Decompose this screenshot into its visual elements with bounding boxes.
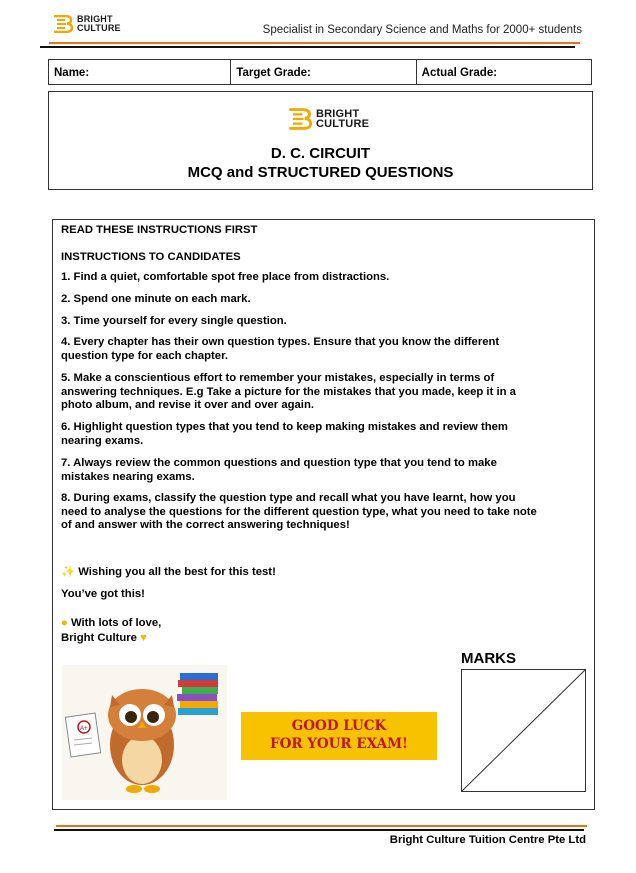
instruction-item: 2. Spend one minute on each mark. [61, 293, 251, 305]
instruction-item: 8. During exams, classify the question type and recall what you have learnt, how you need to analyse the questions for the different question type, what you need to take note of and answer with the correct answering techniques! [61, 492, 537, 532]
name-label: Name: [54, 67, 90, 79]
got-this-text: You’ve got this! [61, 588, 145, 600]
marks-box[interactable] [461, 669, 586, 792]
good-luck-line2: FOR YOUR EXAM! [270, 736, 408, 752]
good-luck-line1: GOOD LUCK [291, 718, 387, 734]
footer-rule-orange [56, 825, 587, 827]
signature-text: Bright Culture [61, 632, 137, 644]
instruction-item: 6. Highlight question types that you tend to keep making mistakes and review them nearing exams. [61, 421, 508, 447]
logo-text-bright: BRIGHT [316, 107, 360, 120]
instructions-subheading: INSTRUCTIONS TO CANDIDATES [61, 251, 241, 263]
header-tagline: Specialist in Secondary Science and Maths for 2000+ students [262, 24, 582, 36]
brand-logo-icon [52, 15, 74, 33]
book-stack-icon [177, 673, 218, 715]
lightbulb-icon: ● [61, 617, 68, 629]
love-text: With lots of love, [70, 617, 162, 629]
a-plus-paper-icon [65, 713, 100, 757]
instruction-item: 1. Find a quiet, comfortable spot free place from distractions. [61, 271, 390, 283]
wish-line [61, 566, 541, 580]
page-title: D. C. CIRCUIT [270, 145, 371, 162]
logo-text-culture: CULTURE [316, 118, 370, 130]
header-logo [52, 15, 121, 33]
actual-grade-field[interactable] [417, 60, 591, 84]
target-grade-label: Target Grade: [236, 67, 311, 79]
target-grade-field[interactable] [231, 60, 416, 84]
grade-bar [48, 59, 592, 85]
page-subtitle: MCQ and STRUCTURED QUESTIONS [187, 164, 454, 181]
name-field[interactable] [49, 60, 231, 84]
owl-mascot-illustration [62, 665, 227, 800]
wish-text: Wishing you all the best for this test! [78, 566, 276, 578]
marks-label: MARKS [461, 650, 516, 667]
instruction-item: 7. Always review the common questions and question type that you tend to make mistakes nearing exams. [61, 457, 497, 483]
footer-rule-black [54, 829, 584, 831]
svg-text:A+: A+ [80, 726, 88, 732]
instruction-item: 5. Make a conscientious effort to remember your mistakes, especially in terms of answering techniques. E.g Take a picture for the mistakes that you made, keep it in a photo album, and revise it over and over again. [61, 372, 516, 412]
brand-logo-icon [287, 108, 313, 130]
signature-line [61, 632, 541, 646]
logo-text-bright: BRIGHT [77, 14, 113, 25]
header-rule-black [40, 46, 575, 48]
instruction-item: 3. Time yourself for every single question. [61, 315, 287, 327]
logo-text-culture: CULTURE [77, 23, 121, 33]
title-logo [287, 108, 369, 130]
yellow-heart-icon: ♥ [140, 632, 147, 644]
header-rule-orange [49, 42, 580, 44]
title-block [48, 91, 593, 190]
love-line [61, 617, 541, 631]
sparkles-icon: ✨ [61, 566, 76, 578]
instructions-heading: READ THESE INSTRUCTIONS FIRST [61, 224, 258, 236]
good-luck-banner [241, 712, 437, 760]
footer-company-name: Bright Culture Tuition Centre Pte Ltd [389, 834, 586, 846]
actual-grade-label: Actual Grade: [421, 67, 498, 79]
instruction-item: 4. Every chapter has their own question types. Ensure that you know the different question type for each chapter. [61, 336, 500, 362]
